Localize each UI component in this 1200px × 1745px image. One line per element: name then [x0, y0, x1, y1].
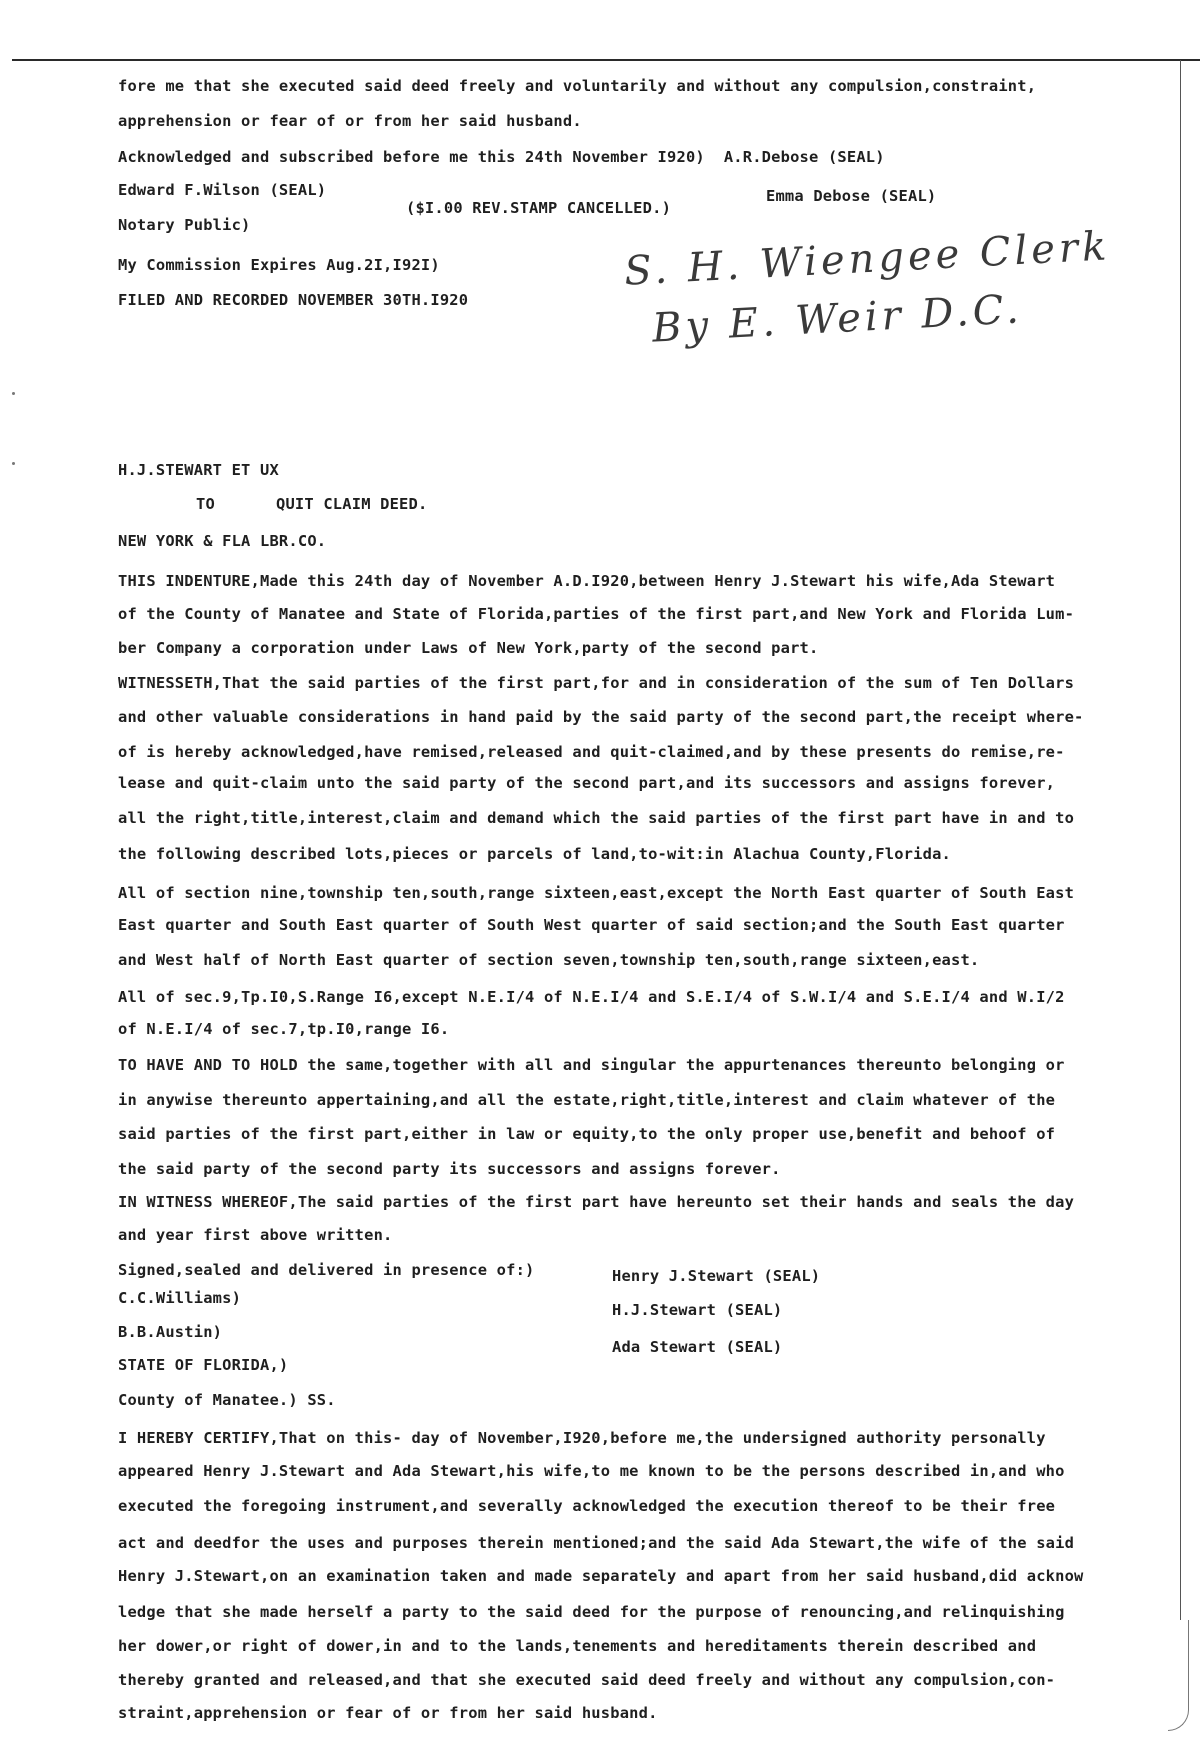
right-margin-line: [1180, 60, 1181, 1620]
commission-expiry: My Commission Expires Aug.2I,I92I): [118, 256, 440, 274]
text-line: Henry J.Stewart,on an examination taken and made separately and apart from her said husband,did acknow: [118, 1567, 1084, 1585]
text-line: act and deedfor the uses and purposes therein mentioned;and the said Ada Stewart,the wife of the said: [118, 1534, 1075, 1552]
deed-parties-heading: H.J.STEWART ET UX: [118, 461, 279, 479]
witness-intro: Signed,sealed and delivered in presence of:): [118, 1261, 535, 1279]
text-line: said parties of the first part,either in law or equity,to the only proper use,benefit and behoof of: [118, 1125, 1056, 1143]
text-line: her dower,or right of dower,in and to the lands,tenements and hereditaments therein described and: [118, 1637, 1037, 1655]
text-line: Acknowledged and subscribed before me this 24th November I920) A.R.Debose (SEAL): [118, 148, 885, 166]
text-line: East quarter and South East quarter of South West quarter of said section;and the South East quarter: [118, 916, 1065, 934]
text-line: of the County of Manatee and State of Florida,parties of the first part,and New York and Florida Lum-: [118, 605, 1075, 623]
text-line: TO HAVE AND TO HOLD the same,together with all and singular the appurtenances thereunto belonging or: [118, 1056, 1065, 1074]
text-line: WITNESSETH,That the said parties of the first part,for and in consideration of the sum of Ten Dollars: [118, 674, 1075, 692]
revenue-stamp-note: ($I.00 REV.STAMP CANCELLED.): [406, 199, 672, 217]
grantor-signature: H.J.Stewart (SEAL): [612, 1301, 783, 1319]
text-line: of N.E.I/4 of sec.7,tp.I0,range I6.: [118, 1020, 450, 1038]
notary-title: Notary Public): [118, 216, 251, 234]
text-line: ber Company a corporation under Laws of New York,party of the second part.: [118, 639, 819, 657]
text-line: all the right,title,interest,claim and demand which the said parties of the first part have in and to: [118, 809, 1075, 827]
top-border-line: [12, 59, 1200, 61]
text-line: appeared Henry J.Stewart and Ada Stewart,his wife,to me known to be the persons described in,and who: [118, 1462, 1065, 1480]
text-line: straint,apprehension or fear of or from her said husband.: [118, 1704, 658, 1722]
text-line: IN WITNESS WHEREOF,The said parties of the first part have hereunto set their hands and seals the day: [118, 1193, 1075, 1211]
text-line: All of section nine,township ten,south,range sixteen,east,except the North East quarter of South East: [118, 884, 1075, 902]
venue-county: County of Manatee.) SS.: [118, 1391, 336, 1409]
text-line: the following described lots,pieces or parcels of land,to-wit:in Alachua County,Florida.: [118, 845, 952, 863]
witness-signature: B.B.Austin): [118, 1323, 223, 1341]
text-line: apprehension or fear of or from her said husband.: [118, 112, 582, 130]
text-line: and West half of North East quarter of section seven,township ten,south,range sixteen,east.: [118, 951, 980, 969]
text-line: thereby granted and released,and that she executed said deed freely and without any compulsion,con-: [118, 1671, 1056, 1689]
text-line: THIS INDENTURE,Made this 24th day of November A.D.I920,between Henry J.Stewart his wife,Ada Stewart: [118, 572, 1056, 590]
notary-signature: Edward F.Wilson (SEAL): [118, 181, 327, 199]
grantor-signature: Henry J.Stewart (SEAL): [612, 1267, 821, 1285]
filed-recorded-line: FILED AND RECORDED NOVEMBER 30TH.I920: [118, 291, 469, 309]
text-line: ledge that she made herself a party to the said deed for the purpose of renouncing,and relinquishing: [118, 1603, 1065, 1621]
text-line: fore me that she executed said deed freely and voluntarily and without any compulsion,constraint,: [118, 77, 1037, 95]
grantee-heading: NEW YORK & FLA LBR.CO.: [118, 532, 327, 550]
scan-speck: [12, 462, 15, 465]
text-line: of is hereby acknowledged,have remised,released and quit-claimed,and by these presents do remise,re-: [118, 743, 1065, 761]
grantor-signature: Emma Debose (SEAL): [766, 187, 937, 205]
text-line: and other valuable considerations in hand paid by the said party of the second part,the receipt where-: [118, 708, 1084, 726]
text-line: lease and quit-claim unto the said party of the second part,and its successors and assigns forever,: [118, 774, 1056, 792]
page-curl-edge: [1168, 1620, 1189, 1731]
deed-type-title: QUIT CLAIM DEED.: [276, 495, 428, 513]
deed-to-label: TO: [196, 495, 215, 513]
scan-speck: [12, 392, 15, 395]
witness-signature: C.C.Williams): [118, 1289, 242, 1307]
venue-state: STATE OF FLORIDA,): [118, 1356, 289, 1374]
grantor-signature: Ada Stewart (SEAL): [612, 1338, 783, 1356]
text-line: the said party of the second party its successors and assigns forever.: [118, 1160, 781, 1178]
deputy-handwritten-signature: By E. Weir D.C.: [651, 286, 1024, 352]
text-line: in anywise thereunto appertaining,and all the estate,right,title,interest and claim whatever of the: [118, 1091, 1056, 1109]
text-line: I HEREBY CERTIFY,That on this- day of November,I920,before me,the undersigned authority personally: [118, 1429, 1046, 1447]
clerk-handwritten-signature: S. H. Wiengee Clerk: [623, 223, 1112, 295]
text-line: All of sec.9,Tp.I0,S.Range I6,except N.E.I/4 of N.E.I/4 and S.E.I/4 of S.W.I/4 and S.E.I/4 and W.I/2: [118, 988, 1065, 1006]
text-line: and year first above written.: [118, 1226, 393, 1244]
text-line: executed the foregoing instrument,and severally acknowledged the execution thereof to be their free: [118, 1497, 1056, 1515]
